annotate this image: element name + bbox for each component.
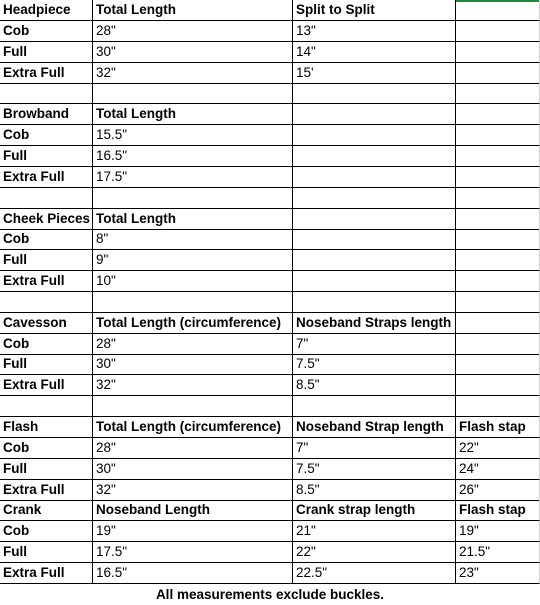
table-cell[interactable]: Full (0, 459, 93, 480)
table-row (0, 188, 540, 209)
table-cell[interactable]: 13" (293, 21, 456, 42)
table-cell[interactable]: Crank strap length (293, 500, 456, 521)
table-cell[interactable]: 8.5" (293, 375, 456, 396)
table-cell[interactable]: Cob (0, 334, 93, 355)
table-cell[interactable] (456, 271, 540, 292)
table-cell[interactable]: Browband (0, 104, 93, 125)
table-cell[interactable] (93, 292, 293, 313)
table-cell[interactable] (456, 42, 540, 63)
table-cell[interactable] (93, 188, 293, 209)
table-cell[interactable]: Extra Full (0, 375, 93, 396)
table-cell[interactable] (93, 83, 293, 104)
table-cell[interactable]: Full (0, 542, 93, 563)
table-cell[interactable]: 23" (456, 563, 540, 584)
table-cell[interactable]: 7.5" (293, 354, 456, 375)
table-cell[interactable]: 7" (293, 438, 456, 459)
table-cell[interactable]: 32" (93, 480, 293, 501)
table-cell[interactable]: 30" (93, 459, 293, 480)
table-row (0, 480, 540, 501)
table-cell[interactable]: 16.5" (93, 146, 293, 167)
table-cell[interactable]: Cob (0, 229, 93, 250)
table-cell[interactable]: 19" (456, 521, 540, 542)
table-cell[interactable]: 9" (93, 250, 293, 271)
table-row (0, 563, 540, 584)
table-cell[interactable]: Flash stap (456, 500, 540, 521)
table-cell[interactable] (456, 146, 540, 167)
table-cell[interactable]: Cob (0, 438, 93, 459)
table-cell[interactable]: Noseband Straps length (293, 313, 456, 334)
table-cell[interactable]: 8" (93, 229, 293, 250)
table-cell[interactable]: 15.5" (93, 125, 293, 146)
table-cell[interactable]: Full (0, 354, 93, 375)
table-row (0, 125, 540, 146)
table-row (0, 167, 540, 188)
table-cell[interactable]: 32" (93, 63, 293, 84)
table-cell[interactable] (456, 250, 540, 271)
table-cell[interactable]: Headpiece (0, 0, 93, 21)
table-cell[interactable] (456, 104, 540, 125)
table-cell[interactable]: 15' (293, 63, 456, 84)
table-cell[interactable]: 8.5" (293, 480, 456, 501)
table-cell[interactable]: Total Length (93, 209, 293, 230)
table-cell[interactable]: Flash stap (456, 417, 540, 438)
table-row (0, 42, 540, 63)
table-cell[interactable]: Split to Split (293, 0, 456, 21)
table-cell[interactable]: Cob (0, 21, 93, 42)
table-cell[interactable]: 22" (293, 542, 456, 563)
table-cell[interactable]: 30" (93, 42, 293, 63)
table-row (0, 354, 540, 375)
table-row (0, 542, 540, 563)
table-cell[interactable]: 19" (93, 521, 293, 542)
table-cell[interactable] (456, 396, 540, 417)
table-cell[interactable] (456, 292, 540, 313)
table-row (0, 146, 540, 167)
table-row (0, 271, 540, 292)
table-cell[interactable] (456, 83, 540, 104)
table-cell[interactable]: Noseband Length (93, 500, 293, 521)
table-cell[interactable]: 17.5" (93, 542, 293, 563)
table-row (0, 292, 540, 313)
table-row (0, 21, 540, 42)
table-cell[interactable]: 22" (456, 438, 540, 459)
table-header-row (0, 500, 540, 521)
table-row (0, 83, 540, 104)
table-cell[interactable] (293, 250, 456, 271)
table-cell[interactable] (456, 354, 540, 375)
table-cell[interactable] (456, 167, 540, 188)
table-cell[interactable] (456, 375, 540, 396)
table-cell[interactable]: 28" (93, 334, 293, 355)
table-header-row (0, 313, 540, 334)
table-cell[interactable] (293, 83, 456, 104)
table-row (0, 334, 540, 355)
table-cell[interactable]: 22.5" (293, 563, 456, 584)
table-cell[interactable]: Cob (0, 521, 93, 542)
table-cell[interactable]: 30" (93, 354, 293, 375)
table-cell[interactable]: 32" (93, 375, 293, 396)
table-cell[interactable]: Cavesson (0, 313, 93, 334)
table-cell[interactable] (456, 21, 540, 42)
table-cell[interactable] (293, 396, 456, 417)
table-cell[interactable] (456, 63, 540, 84)
table-cell[interactable]: Flash (0, 417, 93, 438)
table-cell[interactable]: Total Length (circumference) (93, 417, 293, 438)
table-cell[interactable] (456, 209, 540, 230)
table-row (0, 438, 540, 459)
table-cell[interactable]: Full (0, 42, 93, 63)
table-cell[interactable]: 24" (456, 459, 540, 480)
table-cell[interactable]: Cob (0, 125, 93, 146)
table-row (0, 63, 540, 84)
table-cell[interactable] (293, 209, 456, 230)
table-cell[interactable]: 7.5" (293, 459, 456, 480)
table-cell[interactable] (293, 188, 456, 209)
table-cell[interactable]: Extra Full (0, 167, 93, 188)
table-row (0, 459, 540, 480)
table-cell[interactable] (0, 188, 93, 209)
table-cell[interactable]: 28" (93, 438, 293, 459)
table-row (0, 250, 540, 271)
table-cell[interactable]: Extra Full (0, 271, 93, 292)
table-cell[interactable] (456, 229, 540, 250)
table-cell[interactable] (93, 396, 293, 417)
table-cell[interactable]: Extra Full (0, 480, 93, 501)
table-cell[interactable]: 28" (93, 21, 293, 42)
footer-note: All measurements exclude buckles. (155, 587, 385, 602)
table-cell[interactable] (293, 167, 456, 188)
table-cell[interactable]: Total Length (circumference) (93, 313, 293, 334)
table-cell[interactable]: Crank (0, 500, 93, 521)
table-cell[interactable] (293, 271, 456, 292)
table-cell[interactable] (293, 104, 456, 125)
table-cell[interactable] (456, 125, 540, 146)
table-cell[interactable]: 7" (293, 334, 456, 355)
table-cell[interactable]: Full (0, 250, 93, 271)
table-header-row (0, 209, 540, 230)
table-cell[interactable] (456, 334, 540, 355)
table-cell[interactable] (293, 229, 456, 250)
table-cell[interactable]: Total Length (93, 0, 293, 21)
table-row (0, 396, 540, 417)
table-cell[interactable] (293, 125, 456, 146)
table-cell[interactable]: 21.5" (456, 542, 540, 563)
table-cell[interactable]: Cheek Pieces (0, 209, 93, 230)
table-cell[interactable] (0, 83, 93, 104)
table-cell[interactable]: 16.5" (93, 563, 293, 584)
table-cell[interactable]: 21" (293, 521, 456, 542)
table-cell[interactable]: 10" (93, 271, 293, 292)
table-cell[interactable]: Total Length (93, 104, 293, 125)
table-cell[interactable] (456, 188, 540, 209)
table-header-row (0, 417, 540, 438)
table-cell[interactable] (293, 292, 456, 313)
table-cell[interactable] (0, 396, 93, 417)
table-cell[interactable]: 17.5" (93, 167, 293, 188)
table-header-row (0, 0, 540, 21)
table-cell[interactable] (456, 313, 540, 334)
table-row (0, 375, 540, 396)
table-cell[interactable]: 26" (456, 480, 540, 501)
table-cell[interactable] (456, 0, 540, 21)
table-cell[interactable] (293, 146, 456, 167)
table-header-row (0, 104, 540, 125)
table-cell[interactable]: Extra Full (0, 63, 93, 84)
table-cell[interactable]: Full (0, 146, 93, 167)
table-row (0, 521, 540, 542)
table-row (0, 229, 540, 250)
table-cell[interactable]: Extra Full (0, 563, 93, 584)
table-cell[interactable]: Noseband Strap length (293, 417, 456, 438)
table-cell[interactable]: 14" (293, 42, 456, 63)
table-cell[interactable] (0, 292, 93, 313)
